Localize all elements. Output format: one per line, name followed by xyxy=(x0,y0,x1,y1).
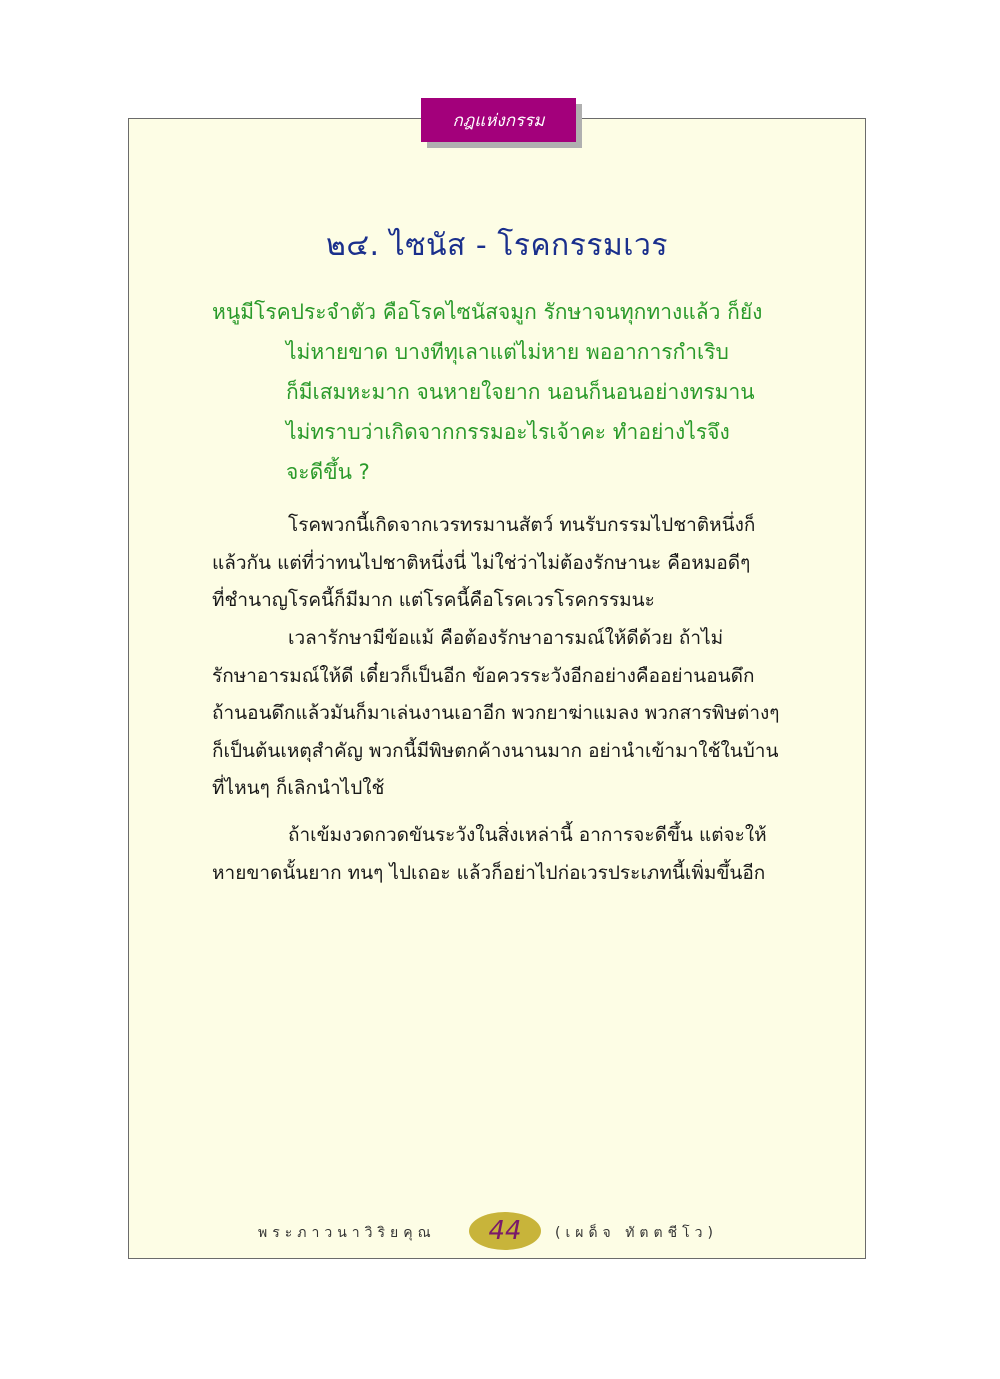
paragraph-line: เวลารักษามีข้อแม้ คือต้องรักษาอารมณ์ให้ดีด้วย ถ้าไม่ xyxy=(288,627,724,649)
question-line: ไม่หายขาด บางทีทุเลาแต่ไม่หาย พออาการกำเริบ xyxy=(286,340,729,364)
question-line: หนูมีโรคประจำตัว คือโรคไซนัสจมูก รักษาจนทุกทางแล้ว ก็ยัง xyxy=(212,300,763,324)
answer-paragraph-1 xyxy=(212,507,800,620)
question-line: จะดีขึ้น ? xyxy=(286,460,370,484)
header-tab xyxy=(421,98,576,142)
page-number-badge xyxy=(469,1212,541,1250)
header-tab-label: กฎแห่งกรรม xyxy=(452,110,545,131)
answer-paragraph-2 xyxy=(212,620,800,808)
paragraph-line: ถ้านอนดึกแล้วมันก็มาเล่นงานเอาอีก พวกยาฆ่าแมลง พวกสารพิษต่างๆ xyxy=(212,702,780,724)
paragraph-line: ที่ไหนๆ ก็เลิกนำไปใช้ xyxy=(212,777,385,799)
paragraph-line: หายขาดนั้นยาก ทนๆ ไปเถอะ แล้วก็อย่าไปก่อเวรประเภทนี้เพิ่มขึ้นอีก xyxy=(212,861,766,884)
article-title: ๒๔. ไซนัส - โรคกรรมเวร xyxy=(326,228,668,263)
paragraph-line: รักษาอารมณ์ให้ดี เดี๋ยวก็เป็นอีก ข้อควรระวังอีกอย่างคืออย่านอนดึก xyxy=(212,664,755,687)
page-number: 44 xyxy=(488,1216,522,1246)
paragraph-line: ที่ชำนาญโรคนี้ก็มีมาก แต่โรคนี้คือโรคเวรโรคกรรมนะ xyxy=(212,589,655,611)
page-footer xyxy=(128,1212,866,1252)
paragraph-line: แล้วกัน แต่ที่ว่าทนไปชาติหนึ่งนี่ ไม่ใช่ว่าไม่ต้องรักษานะ คือหมอดีๆ xyxy=(212,551,751,574)
footer-author: (เผด็จ ทัตตชีโว) xyxy=(555,1225,718,1241)
question-line: ไม่ทราบว่าเกิดจากกรรมอะไรเจ้าคะ ทำอย่างไรจึง xyxy=(286,420,730,444)
paragraph-line: ถ้าเข้มงวดกวดขันระวังในสิ่งเหล่านี้ อาการจะดีขึ้น แต่จะให้ xyxy=(288,824,767,846)
question-block xyxy=(212,292,812,492)
footer-book-title: พระภาวนาวิริยคุณ xyxy=(258,1225,436,1241)
answer-paragraph-3 xyxy=(212,817,800,892)
paragraph-line: ก็เป็นต้นเหตุสำคัญ พวกนี้มีพิษตกค้างนานมาก อย่านำเข้ามาใช้ในบ้าน xyxy=(212,739,779,762)
paragraph-line: โรคพวกนี้เกิดจากเวรทรมานสัตว์ ทนรับกรรมไปชาติหนึ่งก็ xyxy=(288,514,756,536)
question-line: ก็มีเสมหะมาก จนหายใจยาก นอนก็นอนอย่างทรมาน xyxy=(286,380,755,404)
